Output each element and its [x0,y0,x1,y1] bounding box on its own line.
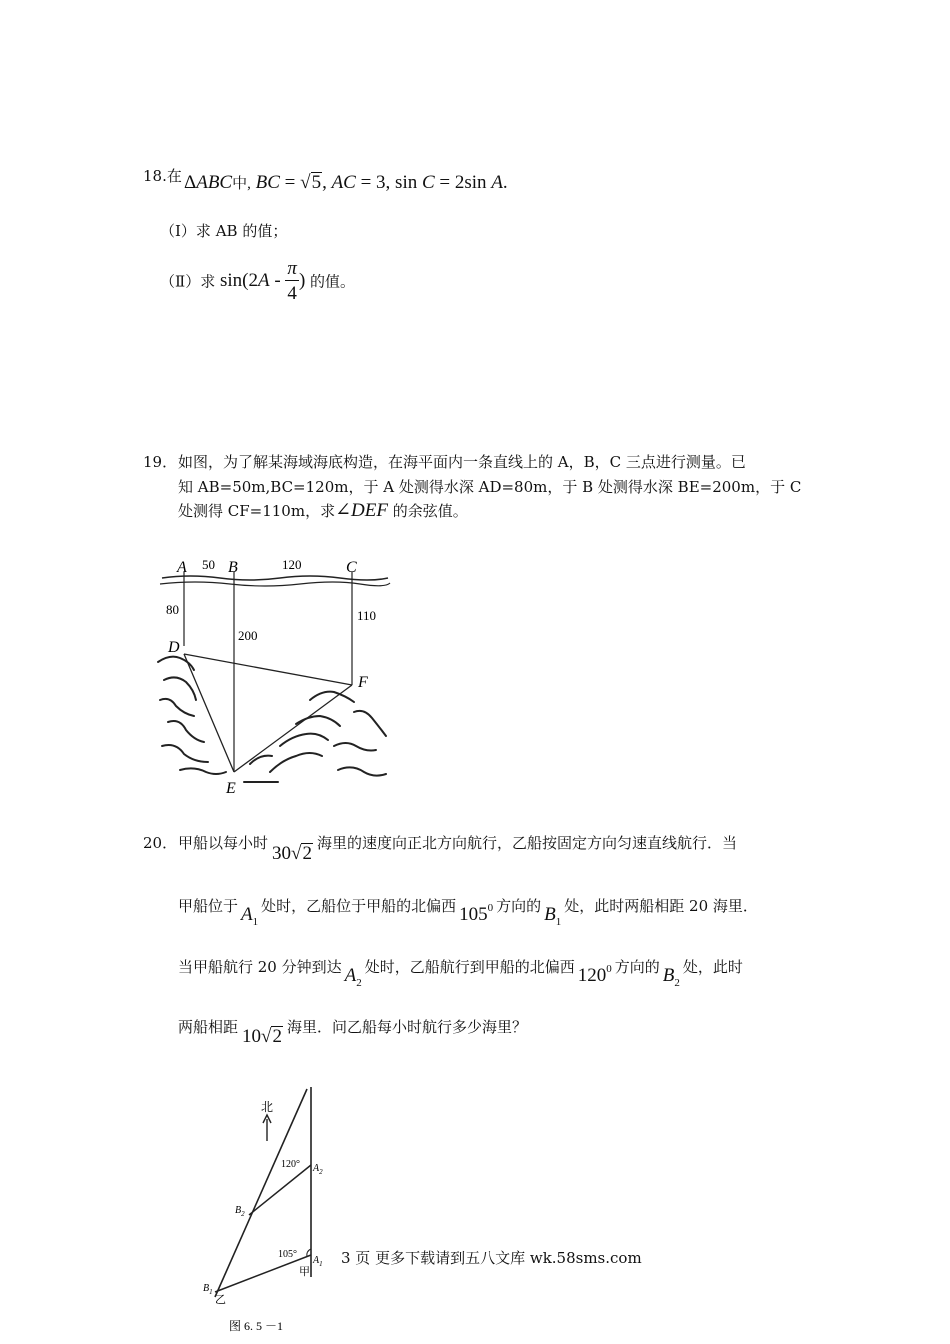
sea-surface-line [162,576,388,580]
label-jia: 甲 [299,1266,310,1278]
q20-line3: 当甲船航行 20 分钟到达 $A_2$处时，乙船航行到甲船的北偏西 $120^0$ 方向的 $B_2$处，此时 [178,958,743,989]
angle-120-label: 120° [281,1159,300,1170]
q18-part2: （Ⅱ）求 sin(2A - $\frac{\pi}{4}$ ) 的值。 [160,258,356,304]
label-a2: $A_2$ [313,1163,323,1176]
label-b1: $B_1$ [203,1283,213,1296]
label-f: F [358,674,368,691]
q19-line3: 处测得 CF=110m，求∠DEF 的余弦值。 [178,500,468,521]
label-b2: $B_2$ [235,1205,245,1218]
north-label: 北 [261,1100,274,1114]
segment-de [184,654,234,772]
label-d: D [168,639,180,656]
label-bc-120: 120 [282,557,302,572]
page-footer: 3 页 更多下载请到五八文库 wk.58sms.com [341,1249,642,1267]
label-a: A [177,559,187,576]
q20-navigation-figure [195,1085,335,1340]
angle-105-label: 105° [278,1249,297,1260]
q18-number: 18.在 [143,167,182,185]
segment-a2-b2 [249,1165,311,1215]
segment-df [184,654,352,685]
segment-ef [234,685,352,772]
sea-surface-line-2 [160,582,390,586]
figure-caption: 图 6. 5 －1 [229,1319,284,1333]
label-ad-80: 80 [166,602,179,617]
q20-line1: 甲船以每小时 30√2 海里的速度向正北方向航行，乙船按固定方向匀速直线航行．当 [178,834,737,864]
q19-seafloor-figure [150,550,400,800]
q20-number: 20． [143,834,178,852]
label-yi: 乙 [215,1294,226,1306]
label-cf-110: 110 [357,608,377,623]
label-ab-50: 50 [202,557,215,572]
q19-number: 19． [143,453,178,471]
label-c: C [346,559,357,576]
label-e: E [226,780,236,797]
q18-part1: （I）求 AB 的值； [160,222,288,240]
q19-line2: 知 AB=50m,BC=120m，于 A 处测得水深 AD=80m，于 B 处测得水深 BE=200m，于 C [178,478,802,496]
label-b: B [228,559,238,576]
label-a1: $A_1$ [313,1255,323,1268]
q19-line1: 如图，为了解某海域海底构造，在海平面内一条直线上的 A，B，C 三点进行测量。已 [178,453,746,471]
segment-a1-b1 [215,1255,311,1292]
yi-course-line [215,1089,307,1297]
label-be-200: 200 [238,628,258,643]
q20-line2: 甲船位于 $A_1$处时，乙船位于甲船的北偏西 $105^0$ 方向的 $B_1$处，此时两船相距 20 海里． [178,897,758,928]
q18-stem: ΔABC中, BC = √5, AC = 3, sin C = 2sin A. [184,172,508,193]
q20-line4: 两船相距 10√2 海里．问乙船每小时航行多少海里？ [178,1018,527,1047]
